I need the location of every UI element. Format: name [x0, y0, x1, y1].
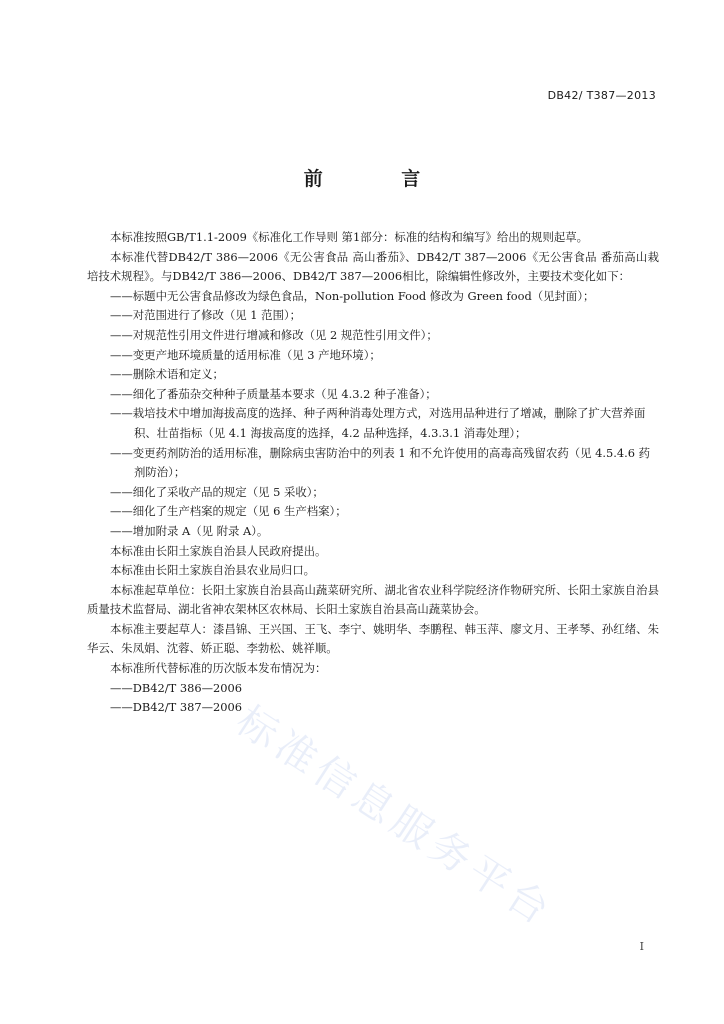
page-title: 前 言	[303, 168, 457, 190]
list-item: ——栽培技术中增加海拔高度的选择、种子两种消毒处理方式，对选用品种进行了增减，删除了扩大营养面积、壮苗指标（见 4.1 海拔高度的选择，4.2 品种选择，4.3.3.1 消毒处理）；	[110, 406, 646, 440]
paragraph-replacement: 本标准代替DB42/T 386—2006《无公害食品 高山番茄》、DB42/T 387—2006《无公害食品 番茄高山栽培技术规程》。与DB42/T 386—2006、DB42/T 387—2006相比，除编辑性修改外，主要技术变化如下：	[87, 249, 659, 284]
list-item: ——DB42/T 387—2006	[110, 700, 242, 715]
list-item: ——变更产地环境质量的适用标准（见 3 产地环境）；	[110, 347, 381, 362]
list-item: ——标题中无公害食品修改为绿色食品，Non-pollution Food 修改为 Green food（见封面）；	[110, 288, 595, 303]
changes-list	[87, 287, 659, 542]
list-item: ——对规范性引用文件进行增减和修改（见 2 规范性引用文件）；	[110, 327, 438, 342]
history-list	[87, 679, 659, 718]
list-item: ——对范围进行了修改（见 1 范围）；	[110, 308, 302, 323]
list-item: ——DB42/T 386—2006	[110, 680, 242, 695]
paragraph-drafters: 本标准主要起草人：漆昌锦、王兴国、王飞、李宁、姚明华、李鹏程、韩玉萍、廖文月、王孝琴、孙红绪、朱华云、朱凤娟、沈蓉、娇正聪、李勃松、姚祥顺。	[87, 621, 659, 656]
list-item: ——变更药剂防治的适用标准，删除病虫害防治中的列表 1 和不允许使用的高毒高残留农药（见 4.5.4.6 药剂防治）；	[110, 445, 650, 480]
list-item: ——细化了采收产品的规定（见 5 采收）；	[110, 484, 324, 499]
page-number: I	[639, 940, 644, 953]
list-item: ——细化了番茄杂交种种子质量基本要求（见 4.3.2 种子准备）；	[110, 386, 437, 401]
list-item: ——细化了生产档案的规定（见 6 生产档案）；	[110, 504, 347, 519]
paragraph-manager: 本标准由长阳土家族自治县农业局归口。	[110, 563, 316, 578]
paragraph-drafting-rules: 本标准按照GB/T1.1-2009《标准化工作导则 第1部分：标准的结构和编写》给出的规则起草。	[110, 230, 589, 244]
paragraph-proposer: 本标准由长阳土家族自治县人民政府提出。	[110, 543, 327, 558]
list-item: ——删除术语和定义；	[110, 367, 224, 382]
document-body	[87, 228, 659, 718]
watermark: 标准信息服务平台	[228, 697, 562, 937]
list-item: ——增加附录 A（见 附录 A）。	[110, 523, 269, 538]
paragraph-history-intro: 本标准所代替标准的历次版本发布情况为：	[110, 661, 327, 676]
paragraph-drafting-units: 本标准起草单位：长阳土家族自治县高山蔬菜研究所、湖北省农业科学院经济作物研究所、长阳土家族自治县质量技术监督局、湖北省神农架林区农林局、长阳土家族自治县高山蔬菜协会。	[87, 582, 659, 617]
standard-code: DB42/ T387—2013	[547, 89, 656, 102]
